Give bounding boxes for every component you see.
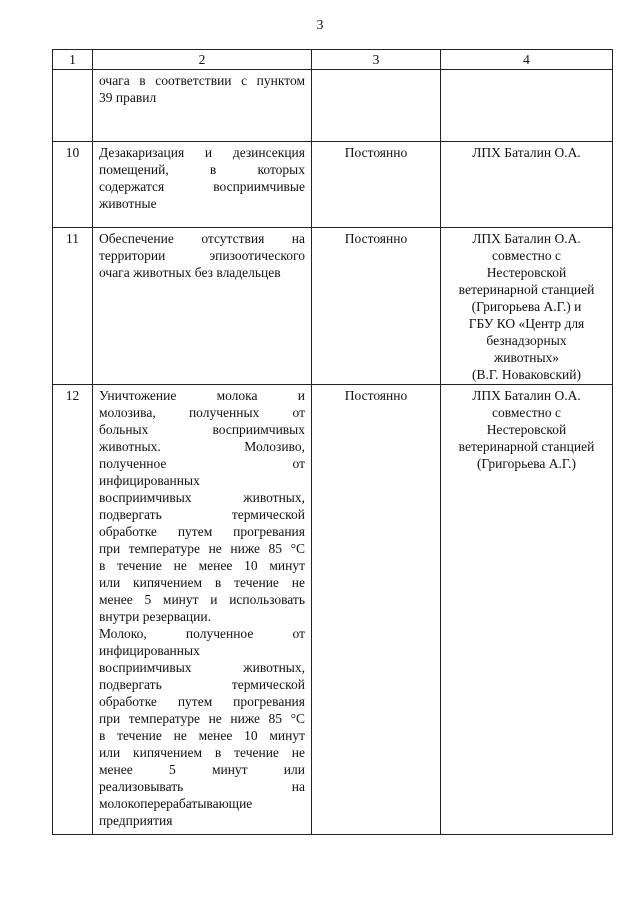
responsible-text-line: ГБУ КО «Центр для <box>468 316 585 331</box>
action-text-line: при температуре не ниже 85 °С <box>99 711 305 726</box>
responsible-text-line: (Григорьева А.Г.) и <box>471 299 582 314</box>
header-col-2: 2 <box>93 50 312 70</box>
action-text-line: территории эпизоотического <box>99 248 305 263</box>
action-text-line: больных восприимчивых <box>99 422 305 437</box>
responsible-cell <box>441 70 613 142</box>
action-text-line: инфицированных <box>99 473 200 488</box>
action-text-line: помещений, в которых <box>99 162 305 177</box>
action-text-line: Уничтожение молока и <box>99 388 305 403</box>
action-text-line: или кипячением в течение не <box>99 745 305 760</box>
responsible-text-line: ветеринарной станцией <box>458 282 595 297</box>
header-col-4: 4 <box>441 50 613 70</box>
action-text-line: молокоперерабатывающие <box>99 796 253 811</box>
responsible-text-line: совместно с <box>492 248 561 263</box>
responsible-text-line: ЛПХ Баталин О.А. <box>472 145 581 160</box>
action-text-line: подвергать термической <box>99 677 305 692</box>
action-cell <box>93 228 312 385</box>
table-row <box>53 385 613 835</box>
action-text-line: восприимчивых животных, <box>99 490 305 505</box>
term-cell: Постоянно <box>312 385 441 835</box>
action-text-line: инфицированных <box>99 643 200 658</box>
row-number-cell: 10 <box>53 142 93 228</box>
term-cell <box>312 70 441 142</box>
action-text-line: содержатся восприимчивые <box>99 179 305 194</box>
responsible-cell <box>441 385 613 835</box>
responsible-cell <box>441 228 613 385</box>
responsible-cell <box>441 142 613 228</box>
action-text-line: очага в соответствии с пунктом <box>99 73 305 88</box>
action-text-line: менее 5 минут и использовать <box>99 592 305 607</box>
term-cell: Постоянно <box>312 142 441 228</box>
responsible-text-line: ЛПХ Баталин О.А. <box>472 388 581 403</box>
responsible-text-line: безнадзорных <box>486 333 567 348</box>
responsible-text-line: Нестеровской <box>486 265 567 280</box>
responsible-text-line: (В.Г. Новаковский) <box>471 367 581 382</box>
action-text-line: восприимчивых животных, <box>99 660 305 675</box>
table-row <box>53 70 613 142</box>
responsible-text-line: животных» <box>493 350 560 365</box>
action-text-line: при температуре не ниже 85 °С <box>99 541 305 556</box>
action-text-line: Молоко, полученное от <box>99 626 305 641</box>
action-text-line: Обеспечение отсутствия на <box>99 231 305 246</box>
page-number: 3 <box>316 18 324 33</box>
responsible-text-line: (Григорьева А.Г.) <box>476 456 577 471</box>
action-text-line: 39 правил <box>99 90 157 105</box>
action-text-line: в течение не менее 10 минут <box>99 558 305 573</box>
action-text-line: молозива, полученных от <box>99 405 305 420</box>
header-col-1: 1 <box>53 50 93 70</box>
action-text-line: очага животных без владельцев <box>99 265 281 280</box>
action-text-line: обработке путем прогревания <box>99 524 305 539</box>
measures-table <box>52 49 613 835</box>
row-number-cell: 12 <box>53 385 93 835</box>
action-text-line: реализовывать на <box>99 779 305 794</box>
action-text-line: в течение не менее 10 минут <box>99 728 305 743</box>
action-text-line: животных. Молозиво, <box>99 439 305 454</box>
table-header-row <box>53 50 613 70</box>
action-text-line: подвергать термической <box>99 507 305 522</box>
responsible-text-line: ЛПХ Баталин О.А. <box>472 231 581 246</box>
action-text-line: животные <box>99 196 157 211</box>
action-text-line: или кипячением в течение не <box>99 575 305 590</box>
action-text-line: обработке путем прогревания <box>99 694 305 709</box>
row-number-cell: 11 <box>53 228 93 385</box>
responsible-text-line: ветеринарной станцией <box>458 439 595 454</box>
responsible-text-line: совместно с <box>492 405 561 420</box>
responsible-text-line: Нестеровской <box>486 422 567 437</box>
action-text-line: Дезакаризация и дезинсекция <box>99 145 305 160</box>
action-text-line: менее 5 минут или <box>99 762 305 777</box>
action-cell <box>93 70 312 142</box>
action-text-line: полученное от <box>99 456 305 471</box>
action-text-line: предприятия <box>99 813 173 828</box>
header-col-3: 3 <box>312 50 441 70</box>
term-cell: Постоянно <box>312 228 441 385</box>
table-row <box>53 228 613 385</box>
action-cell <box>93 142 312 228</box>
action-cell <box>93 385 312 835</box>
action-text-line: внутри резервации. <box>99 609 211 624</box>
row-number-cell <box>53 70 93 142</box>
table-row <box>53 142 613 228</box>
